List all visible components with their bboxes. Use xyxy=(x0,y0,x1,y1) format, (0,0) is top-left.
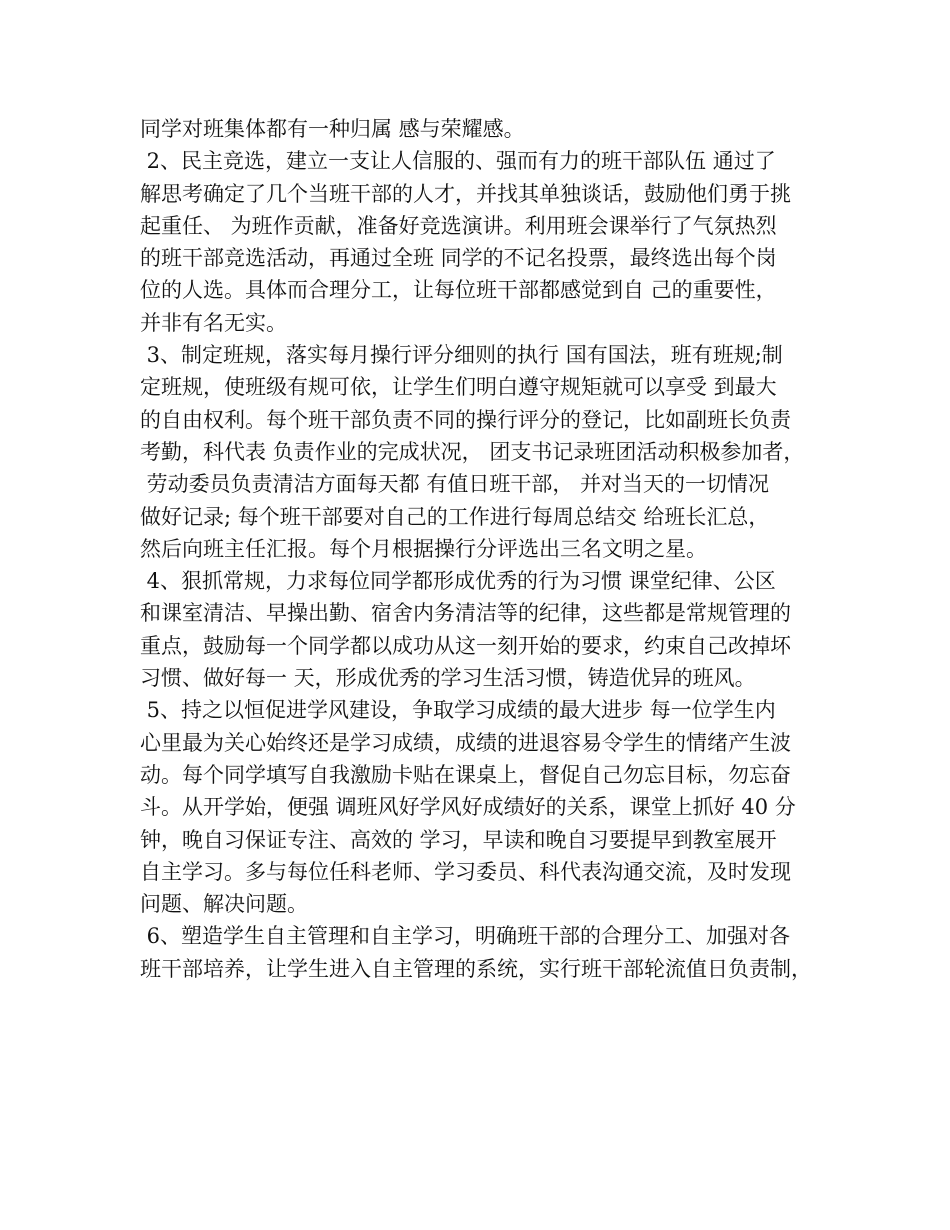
text-line: 的班干部竞选活动，再通过全班 同学的不记名投票，最终选出每个岗 xyxy=(140,246,777,271)
text-line: 同学对班集体都有一种归属 感与荣耀感。 xyxy=(140,117,525,141)
text-line: 问题、解决问题。 xyxy=(140,892,308,917)
text-line: 起重任、 为班作贡献，准备好竞选演讲。利用班会课举行了气氛热烈 xyxy=(140,213,777,238)
text-line: 钟，晚自习保证专注、高效的 学习，早读和晚自习要提早到教室展开 xyxy=(140,827,777,852)
text-line: 2、民主竞选，建立一支让人信服的、强而有力的班干部队伍 通过了 xyxy=(140,149,776,174)
text-line: 斗。从开学始，便强 调班风好学风好成绩好的关系，课堂上抓好 40 分 xyxy=(140,795,796,820)
text-line: 4、狠抓常规，力求每位同学都形成优秀的行为习惯 课堂纪律、公区 xyxy=(140,569,776,594)
text-line: 的自由权利。每个班干部负责不同的操行评分的登记，比如副班长负责 xyxy=(140,407,791,432)
text-line: 定班规，使班级有规可依，让学生们明白遵守规矩就可以享受 到最大 xyxy=(140,375,777,400)
text-line: 自主学习。多与每位任科老师、学习委员、科代表沟通交流，及时发现 xyxy=(140,859,791,884)
text-line: 习惯、做好每一 天，形成优秀的学习生活习惯，铸造优异的班风。 xyxy=(140,666,756,691)
text-line: 位的人选。具体而合理分工，让每位班干部都感觉到自 己的重要性， xyxy=(140,278,777,303)
text-line: 考勤，科代表 负责作业的完成状况， 团支书记录班团活动积极参加者， xyxy=(140,439,805,464)
text-line: 并非有名无实。 xyxy=(140,310,287,335)
text-line: 做好记录; 每个班干部要对自己的工作进行每周总结交 给班长汇总， xyxy=(140,504,770,529)
text-line: 劳动委员负责清洁方面每天都 有值日班干部， 并对当天的一切情况 xyxy=(140,472,770,497)
text-line: 动。每个同学填写自我激励卡贴在课桌上，督促自己勿忘目标，勿忘奋 xyxy=(140,762,791,787)
document-page xyxy=(140,113,840,985)
text-line: 3、制定班规，落实每月操行评分细则的执行 国有国法，班有班规;制 xyxy=(140,343,783,368)
text-line: 5、持之以恒促进学风建设，争取学习成绩的最大进步 每一位学生内 xyxy=(140,698,776,723)
text-line: 重点，鼓励每一个同学都以成功从这一刻开始的要求，约束自己改掉坏 xyxy=(140,633,791,658)
text-line: 班干部培养，让学生进入自主管理的系统，实行班干部轮流值日负责制， xyxy=(140,956,812,981)
text-line: 心里最为关心始终还是学习成绩，成绩的进退容易令学生的情绪产生波 xyxy=(140,730,791,755)
text-line: 解思考确定了几个当班干部的人才，并找其单独谈话，鼓励他们勇于挑 xyxy=(140,181,791,206)
text-line: 然后向班主任汇报。每个月根据操行分评选出三名文明之星。 xyxy=(140,536,707,561)
text-line: 6、塑造学生自主管理和自主学习，明确班干部的合理分工、加强对各 xyxy=(140,924,791,949)
text-line: 和课室清洁、早操出勤、宿舍内务清洁等的纪律，这些都是常规管理的 xyxy=(140,601,791,626)
